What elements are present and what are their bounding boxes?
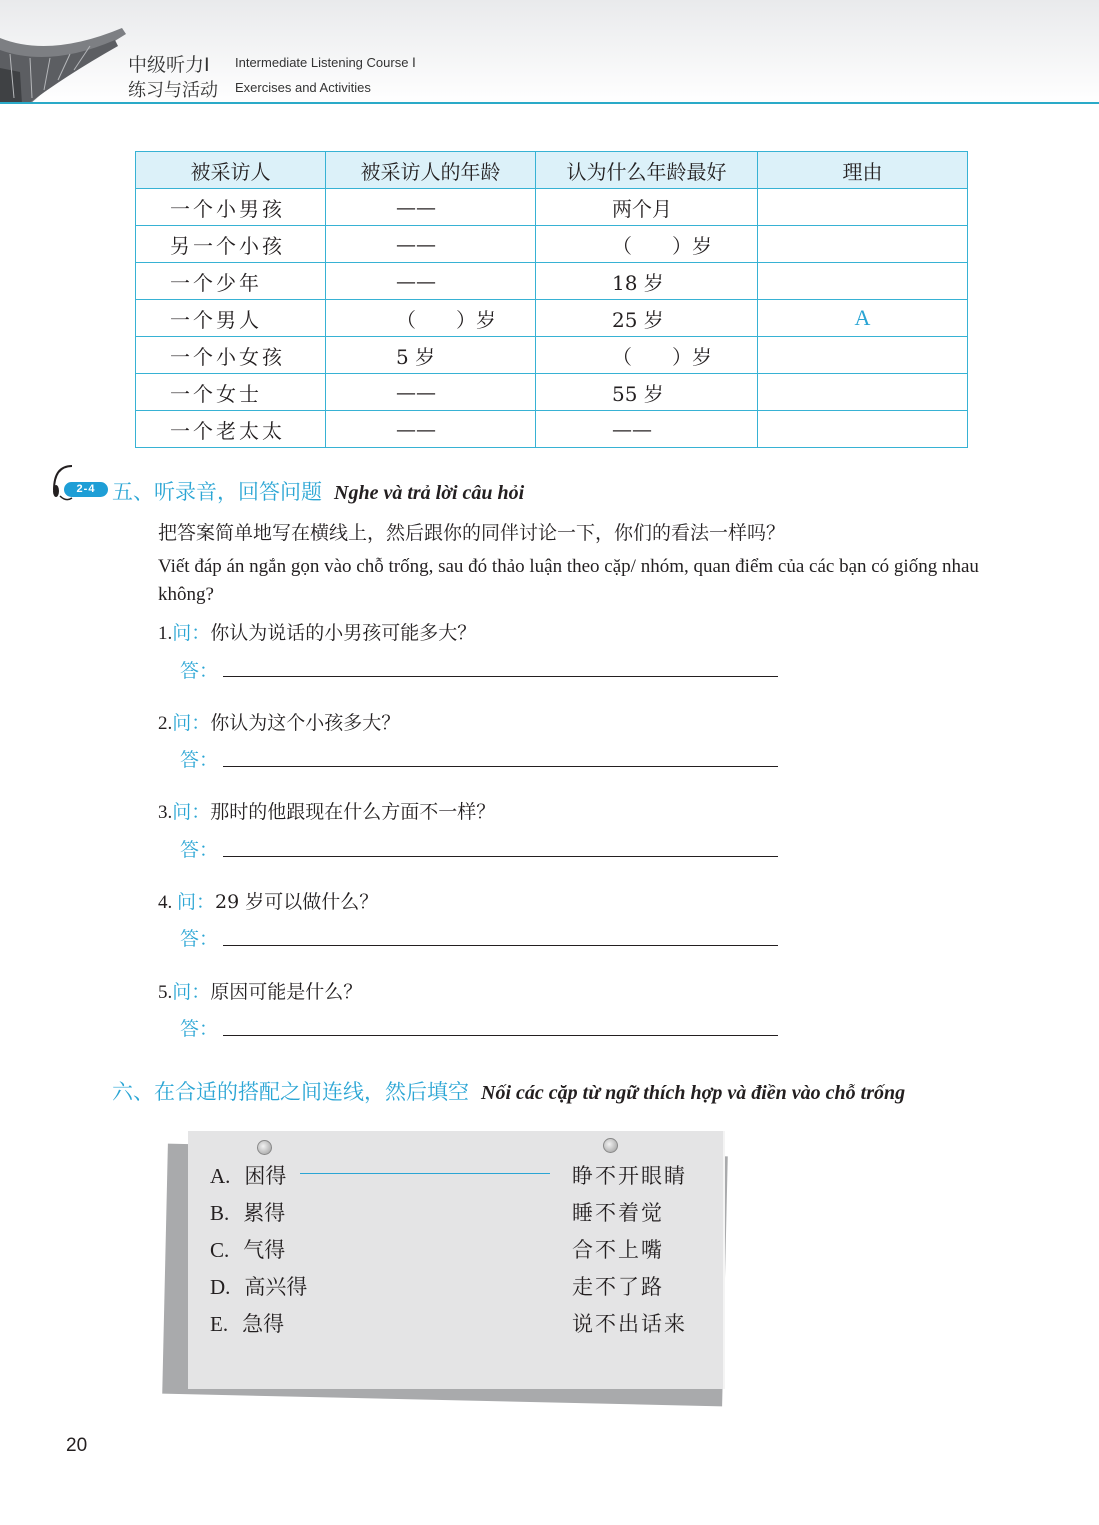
table-header-row — [136, 152, 968, 189]
answer-label-1: 答： — [180, 660, 219, 682]
match-left-c[interactable]: C. 气得 — [210, 1238, 286, 1262]
cell-interviewee: 一个老太太 — [136, 411, 326, 448]
cell-age[interactable]: （ ）岁 — [326, 300, 536, 337]
answer-label-2: 答： — [180, 749, 219, 771]
instruction-zh: 把答案简单地写在横线上，然后跟你的同伴讨论一下，你们的看法一样吗？ — [158, 522, 786, 544]
answer-label-5: 答： — [180, 1018, 219, 1040]
cell-interviewee: 一个男人 — [136, 300, 326, 337]
header-rule — [0, 102, 1099, 104]
cell-age: 5 岁 — [326, 337, 536, 374]
match-left-a[interactable]: A. 困得 — [210, 1164, 287, 1188]
col-header-best-age: 认为什么年龄最好 — [536, 152, 758, 189]
cell-reason[interactable] — [758, 226, 968, 263]
match-right-2[interactable]: 睡不着觉 — [572, 1201, 664, 1225]
question-5: 5.问：原因可能是什么？ — [158, 981, 363, 1003]
cell-reason[interactable] — [758, 263, 968, 300]
course-subtitle-zh: 练习与活动 — [128, 80, 218, 101]
cell-reason[interactable] — [758, 374, 968, 411]
match-right-3[interactable]: 合不上嘴 — [572, 1238, 664, 1262]
match-right-1[interactable]: 睁不开眼睛 — [572, 1164, 687, 1188]
section-five-title-vi: Nghe và trả lời câu hỏi — [334, 482, 525, 504]
cell-reason[interactable] — [758, 189, 968, 226]
cell-interviewee: 一个少年 — [136, 263, 326, 300]
answer-line-1[interactable] — [223, 676, 778, 677]
cell-best-age: 55 岁 — [536, 374, 758, 411]
question-4: 4. 问：29 岁可以做什么？ — [158, 891, 379, 913]
cell-age: —— — [326, 411, 536, 448]
match-left-e[interactable]: E. 急得 — [210, 1312, 285, 1336]
table-row — [136, 189, 968, 226]
col-header-interviewee: 被采访人 — [136, 152, 326, 189]
answer-label-4: 答： — [180, 928, 219, 950]
pagoda-roof-icon — [0, 28, 130, 104]
answer-line-5[interactable] — [223, 1035, 778, 1036]
col-header-age: 被采访人的年龄 — [326, 152, 536, 189]
answer-line-2[interactable] — [223, 766, 778, 767]
cell-reason[interactable] — [758, 337, 968, 374]
match-right-4[interactable]: 走不了路 — [572, 1275, 664, 1299]
question-2: 2.问：你认为这个小孩多大？ — [158, 712, 401, 734]
table-row — [136, 337, 968, 374]
pin-icon — [257, 1140, 272, 1155]
match-connector-line — [300, 1173, 550, 1174]
cell-best-age[interactable]: （ ）岁 — [536, 226, 758, 263]
table-row — [136, 226, 968, 263]
section-six-title-zh: 六、在合适的搭配之间连线，然后填空 — [112, 1080, 469, 1104]
cell-interviewee: 一个女士 — [136, 374, 326, 411]
question-1: 1.问：你认为说话的小男孩可能多大？ — [158, 622, 477, 644]
cell-age: —— — [326, 226, 536, 263]
cell-age: —— — [326, 263, 536, 300]
cell-interviewee: 另一个小孩 — [136, 226, 326, 263]
answer-line-4[interactable] — [223, 945, 778, 946]
cell-best-age: 18 岁 — [536, 263, 758, 300]
interview-table — [135, 151, 968, 448]
cell-best-age: —— — [536, 411, 758, 448]
cell-reason[interactable] — [758, 411, 968, 448]
course-subtitle-en: Exercises and Activities — [235, 80, 371, 95]
question-3: 3.问：那时的他跟现在什么方面不一样？ — [158, 801, 496, 823]
cell-reason[interactable]: A — [758, 300, 968, 337]
table-row — [136, 374, 968, 411]
page-number: 20 — [66, 1435, 88, 1456]
match-right-5[interactable]: 说不出话来 — [572, 1312, 687, 1336]
section-six-title-vi: Nối các cặp từ ngữ thích hợp và điền vào chỗ trống — [481, 1082, 906, 1104]
answer-line-3[interactable] — [223, 856, 778, 857]
audio-track-badge[interactable]: 2-4 — [64, 482, 108, 497]
cell-interviewee: 一个小男孩 — [136, 189, 326, 226]
instruction-vi: Viết đáp án ngắn gọn vào chỗ trống, sau đó thảo luận theo cặp/ nhóm, quan điểm của các bạn có giống nhau không? — [158, 556, 979, 605]
section-five-heading — [112, 476, 524, 506]
cell-age: —— — [326, 374, 536, 411]
col-header-reason: 理由 — [758, 152, 968, 189]
table-row — [136, 300, 968, 337]
match-left-b[interactable]: B. 累得 — [210, 1201, 286, 1225]
section-six-heading — [112, 1076, 905, 1106]
cell-best-age: 25 岁 — [536, 300, 758, 337]
course-title-en: Intermediate Listening Course Ⅰ — [235, 55, 416, 70]
table-row — [136, 263, 968, 300]
answer-label-3: 答： — [180, 839, 219, 861]
match-left-d[interactable]: D. 高兴得 — [210, 1275, 308, 1299]
cell-best-age[interactable]: （ ）岁 — [536, 337, 758, 374]
pin-icon — [603, 1138, 618, 1153]
course-title-zh: 中级听力Ⅰ — [128, 54, 210, 76]
cell-best-age: 两个月 — [536, 189, 758, 226]
section-five-title-zh: 五、听录音，回答问题 — [112, 480, 322, 504]
cell-age: —— — [326, 189, 536, 226]
table-row — [136, 411, 968, 448]
cell-interviewee: 一个小女孩 — [136, 337, 326, 374]
